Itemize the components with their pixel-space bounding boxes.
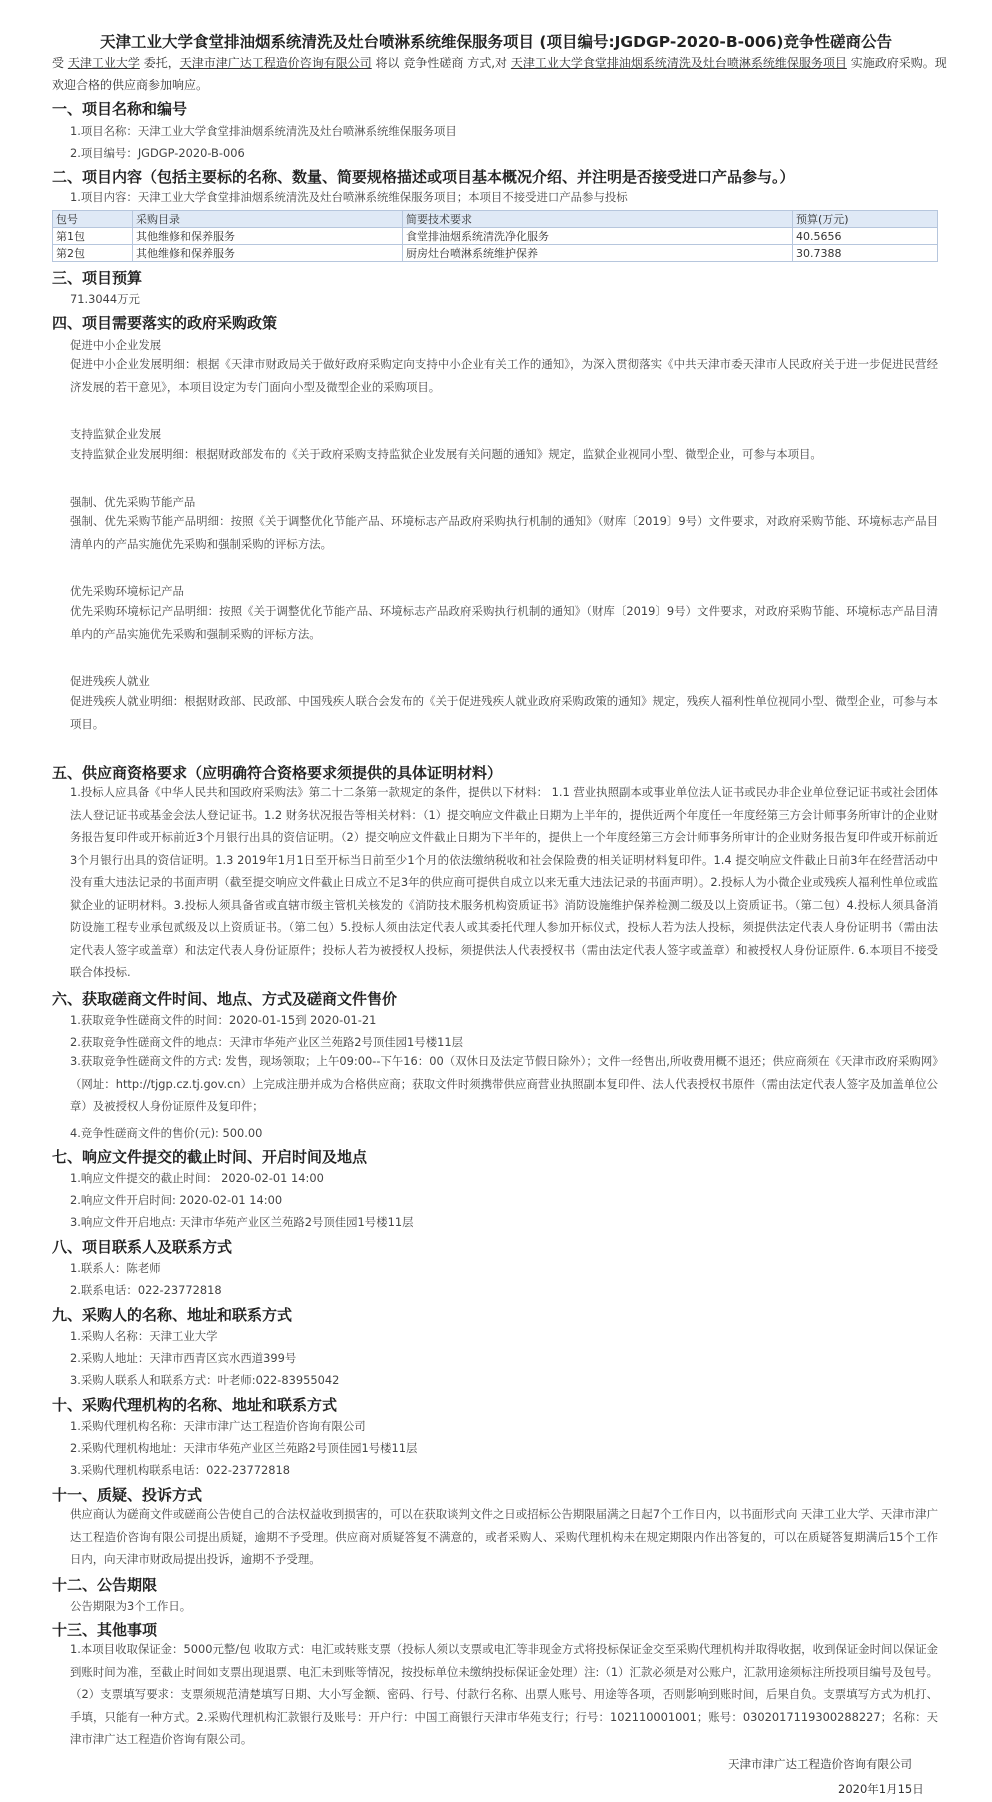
s10-line-3: 3.采购代理机构联系电话：022-23772818 bbox=[70, 1463, 290, 1477]
policy-prison-title: 支持监狱企业发展 bbox=[70, 427, 162, 441]
s9-line-1: 1.采购人名称：天津工业大学 bbox=[70, 1329, 218, 1343]
s3-budget: 71.3044万元 bbox=[70, 292, 140, 306]
signature-org: 天津市津广达工程造价咨询有限公司 bbox=[728, 1757, 912, 1771]
package-table bbox=[52, 210, 938, 262]
table-header-cell: 简要技术要求 bbox=[403, 211, 793, 228]
s13-body: 1.本项目收取保证金：5000元整/包 收取方式：电汇或转账支票（投标人须以支票或电汇等非现金方式将投标保证金交至采购代理机构并取得收据，收到保证金时间以保证金到账时间为准，至截止时间如支票出现退票、电汇未到账等情况，按投标单位未缴纳投标保证金处理）注:（1）汇款必须是对公账户，汇款用途须标注所投项目编号及包号。（2）支票填写要求：支票须规范清楚填写日期、大小写金额、密码、行号、付款行名称、出票人账号、用途等各项，否则影响到账时间，后果自负。支票填写方式为机打、手填，只能有一种方式。2.采购代理机构汇款银行及账号：开户行：中国工商银行天津市华苑支行；行号：102110001001；账号：0302017119300288227；名称：天津市津广达工程造价咨询有限公司。 bbox=[70, 1642, 938, 1746]
policy-sme-title: 促进中小企业发展 bbox=[70, 338, 162, 352]
table-cell: 30.7388 bbox=[793, 245, 938, 262]
signature-date: 2020年1月15日 bbox=[838, 1782, 924, 1796]
s7-line-3: 3.响应文件开启地点: 天津市华苑产业区兰苑路2号顶佳园1号楼11层 bbox=[70, 1215, 414, 1229]
intro-text-2: 委托， bbox=[143, 56, 180, 70]
section-6-heading: 六、获取磋商文件时间、地点、方式及磋商文件售价 bbox=[52, 990, 398, 1008]
s5-body: 1.投标人应具备《中华人民共和国政府采购法》第二十二条第一款规定的条件，提供以下材料： 1.1 营业执照副本或事业单位法人证书或民办非企业单位登记证书或社会团体法人登记证书或基金会法人登记证书。1.2 财务状况报告等相关材料：（1）提交响应文件截止日期为上半年的，提供近两个年度任一年度经第三方会计师事务所审计的企业财务报告复印件或开标前近3个月银行出具的资信证明。（2）提交响应文件截止日期为下半年的，提供上一个年度经第三方会计师事务所审计的企业财务报告复印件或开标前近3个月银行出具的资信证明。1.3 2019年1月1日至开标当日前至少1个月的依法缴纳税收和社会保险费的相关证明材料复印件。1.4 提交响应文件截止日前3年在经营活动中没有重大违法记录的书面声明（截至提交响应文件截止日成立不足3年的供应商可提供自成立以来无重大违法记录的书面声明）。2.投标人为小微企业或残疾人福利性单位或监狱企业的证明材料。3.投标人须具备省或直辖市级主管机关核发的《消防技术服务机构资质证书》消防设施维护保养检测二级及以上资质证书。（第二包）4.投标人须具备消防设施工程专业承包贰级及以上资质证书。（第二包）5.投标人须由法定代表人或其委托代理人参加开标仪式，投标人若为法人投标，须提供法定代表人身份证明书（需由法定代表人签字或盖章）和法定代表人身份证原件；投标人若为被授权人投标，须提供法人代表授权书（需由法定代表人签字或盖章）和被授权人身份证原件. 6.本项目不接受联合体投标. bbox=[70, 785, 938, 979]
section-4-heading: 四、项目需要落实的政府采购政策 bbox=[52, 314, 278, 332]
table-header-cell: 采购目录 bbox=[133, 211, 403, 228]
s10-line-2: 2.采购代理机构地址：天津市华苑产业区兰苑路2号顶佳园1号楼11层 bbox=[70, 1441, 418, 1455]
intro-buyer: 天津工业大学 bbox=[67, 56, 140, 70]
intro-agency: 天津市津广达工程造价咨询有限公司 bbox=[179, 56, 372, 70]
section-2-heading: 二、项目内容（包括主要标的名称、数量、简要规格描述或项目基本概况介绍、并注明是否接受进口产品参与。） bbox=[52, 168, 795, 186]
table-cell: 第2包 bbox=[53, 245, 133, 262]
table-header-cell: 预算(万元) bbox=[793, 211, 938, 228]
intro-paragraph bbox=[52, 52, 952, 96]
s6-line-2: 2.获取竞争性磋商文件的地点：天津市华苑产业区兰苑路2号顶佳园1号楼11层 bbox=[70, 1035, 463, 1049]
s8-contact-name: 1.联系人：陈老师 bbox=[70, 1261, 161, 1275]
table-cell: 其他维修和保养服务 bbox=[133, 228, 403, 245]
s7-line-2: 2.响应文件开启时间: 2020-02-01 14:00 bbox=[70, 1193, 283, 1207]
section-10-heading: 十、采购代理机构的名称、地址和联系方式 bbox=[52, 1396, 338, 1414]
policy-prison-body: 支持监狱企业发展明细：根据财政部发布的《关于政府采购支持监狱企业发展有关问题的通知》规定，监狱企业视同小型、微型企业，可参与本项目。 bbox=[70, 447, 822, 461]
section-7-heading: 七、响应文件提交的截止时间、开启时间及地点 bbox=[52, 1148, 368, 1166]
page-title: 天津工业大学食堂排油烟系统清洗及灶台喷淋系统维保服务项目 (项目编号:JGDGP-2020-B-006)竞争性磋商公告 bbox=[99, 33, 893, 51]
section-8-heading: 八、项目联系人及联系方式 bbox=[52, 1238, 233, 1256]
table-row bbox=[53, 228, 938, 245]
policy-sme-body: 促进中小企业发展明细：根据《天津市财政局关于做好政府采购定向支持中小企业有关工作的通知》，为深入贯彻落实《中共天津市委天津市人民政府关于进一步促进民营经济发展的若干意见》，本项目设定为专门面向小型及微型企业的采购项目。 bbox=[70, 357, 938, 394]
section-11-heading: 十一、质疑、投诉方式 bbox=[52, 1486, 203, 1504]
s1-line-2: 2.项目编号：JGDGP-2020-B-006 bbox=[70, 146, 245, 160]
policy-energy-body: 强制、优先采购节能产品明细：按照《关于调整优化节能产品、环境标志产品政府采购执行机制的通知》（财库〔2019〕9号）文件要求，对政府采购节能、环境标志产品目清单内的产品实施优先采购和强制采购的评标方法。 bbox=[70, 514, 938, 551]
intro-text-3: 将以 bbox=[375, 56, 400, 70]
policy-disabled-title: 促进残疾人就业 bbox=[70, 674, 150, 688]
table-cell: 第1包 bbox=[53, 228, 133, 245]
section-12-heading: 十二、公告期限 bbox=[52, 1576, 158, 1594]
s9-line-3: 3.采购人联系人和联系方式：叶老师:022-83955042 bbox=[70, 1373, 340, 1387]
s1-line-1: 1.项目名称：天津工业大学食堂排油烟系统清洗及灶台喷淋系统维保服务项目 bbox=[70, 124, 457, 138]
s2-line-1: 1.项目内容：天津工业大学食堂排油烟系统清洗及灶台喷淋系统维保服务项目；本项目不接受进口产品参与投标 bbox=[70, 190, 628, 204]
s7-line-1: 1.响应文件提交的截止时间： 2020-02-01 14:00 bbox=[70, 1171, 324, 1185]
table-cell: 40.5656 bbox=[793, 228, 938, 245]
s6-line-1: 1.获取竞争性磋商文件的时间：2020-01-15到 2020-01-21 bbox=[70, 1013, 377, 1027]
s12-line-1: 公告期限为3个工作日。 bbox=[70, 1599, 192, 1613]
s11-body: 供应商认为磋商文件或磋商公告使自己的合法权益收到损害的，可以在获取谈判文件之日或招标公告期限届满之日起7个工作日内，以书面形式向 天津工业大学、天津市津广达工程造价咨询有限公司提出质疑，逾期不予受理。供应商对质疑答复不满意的，或者采购人、采购代理机构未在规定期限内作出答复的，可以在质疑答复期满后15个工作日内，向天津市财政局提出投诉，逾期不予受理。 bbox=[70, 1507, 938, 1566]
s8-contact-phone: 2.联系电话：022-23772818 bbox=[70, 1283, 222, 1297]
section-9-heading: 九、采购人的名称、地址和联系方式 bbox=[52, 1306, 293, 1324]
table-row bbox=[53, 245, 938, 262]
table-header-row bbox=[53, 211, 938, 228]
table-cell: 其他维修和保养服务 bbox=[133, 245, 403, 262]
s9-line-2: 2.采购人地址：天津市西青区宾水西道399号 bbox=[70, 1351, 297, 1365]
intro-text-5: 实施政府采购。现欢迎合格的供应商参加响应。 bbox=[52, 56, 947, 92]
intro-project: 天津工业大学食堂排油烟系统清洗及灶台喷淋系统维保服务项目 bbox=[510, 56, 847, 70]
intro-text-1: 受 bbox=[52, 56, 65, 70]
policy-disabled-body: 促进残疾人就业明细：根据财政部、民政部、中国残疾人联合会发布的《关于促进残疾人就业政府采购政策的通知》规定，残疾人福利性单位视同小型、微型企业，可参与本项目。 bbox=[70, 694, 938, 731]
section-1-heading: 一、项目名称和编号 bbox=[52, 100, 188, 118]
s6-line-3: 3.获取竞争性磋商文件的方式: 发售，现场领取；上午09:00--下午16：00（双休日及法定节假日除外）；文件一经售出,所收费用概不退还；供应商须在《天津市政府采购网》（网址：http://tjgp.cz.tj.gov.cn）上完成注册并成为合格供应商；获取文件时须携带供应商营业执照副本复印件、法人代表授权书原件（需由法定代表人签字及加盖单位公章）及被授权人身份证原件及复印件； bbox=[70, 1054, 938, 1113]
table-cell: 食堂排油烟系统清洗净化服务 bbox=[403, 228, 793, 245]
policy-env-title: 优先采购环境标记产品 bbox=[70, 584, 184, 598]
section-13-heading: 十三、其他事项 bbox=[52, 1621, 158, 1639]
s6-line-4: 4.竞争性磋商文件的售价(元): 500.00 bbox=[70, 1126, 263, 1140]
policy-env-body: 优先采购环境标记产品明细：按照《关于调整优化节能产品、环境标志产品政府采购执行机制的通知》（财库〔2019〕9号）文件要求，对政府采购节能、环境标志产品目清单内的产品实施优先采购和强制采购的评标方法。 bbox=[70, 604, 938, 641]
intro-method: 竞争性磋商 bbox=[403, 56, 464, 70]
table-header-cell: 包号 bbox=[53, 211, 133, 228]
section-3-heading: 三、项目预算 bbox=[52, 269, 143, 287]
policy-energy-title: 强制、优先采购节能产品 bbox=[70, 495, 196, 509]
table-cell: 厨房灶台喷淋系统维护保养 bbox=[403, 245, 793, 262]
section-5-heading: 五、供应商资格要求（应明确符合资格要求须提供的具体证明材料） bbox=[52, 764, 503, 782]
s10-line-1: 1.采购代理机构名称：天津市津广达工程造价咨询有限公司 bbox=[70, 1419, 366, 1433]
intro-text-4: 方式,对 bbox=[467, 56, 508, 70]
